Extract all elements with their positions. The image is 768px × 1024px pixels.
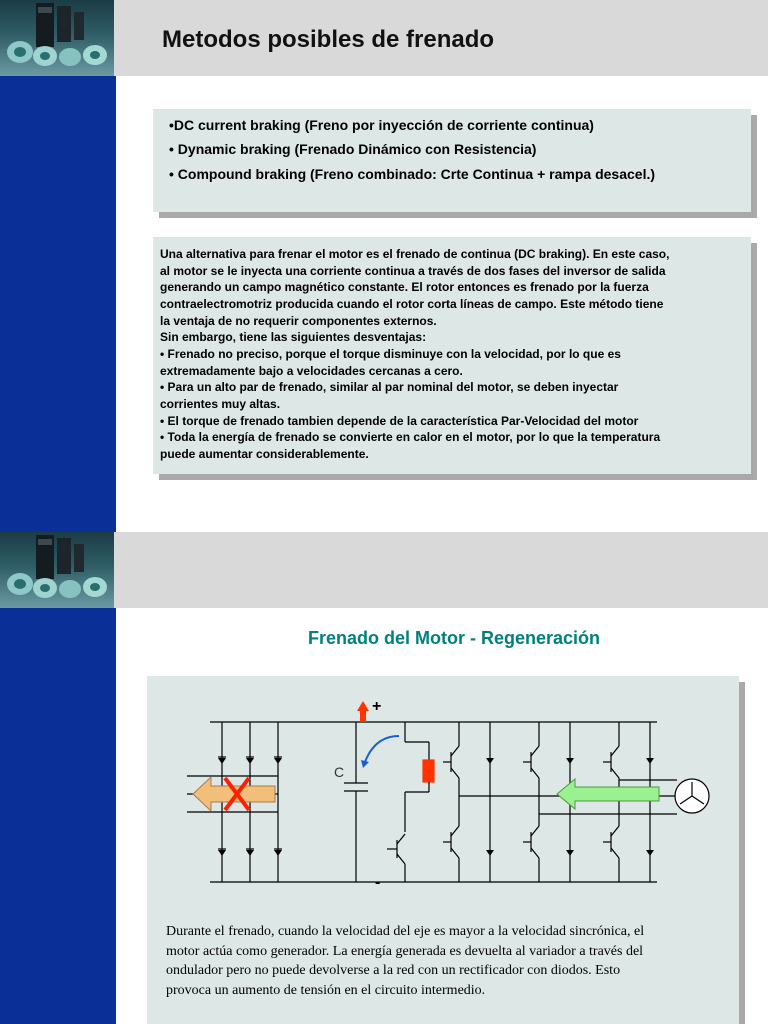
drive-products-logo-image [0, 532, 114, 608]
paragraph-line: puede aumentar considerablemente. [160, 447, 369, 461]
dc-link-capacitor [344, 722, 368, 882]
current-flow-arrow [365, 736, 399, 762]
inverter-circuit-diagram [147, 676, 739, 916]
paragraph-line: • Para un alto par de frenado, similar al par nominal del motor, se deben inyectar [160, 380, 619, 394]
dc-braking-explanation [153, 237, 751, 474]
bullet-dc-braking: •DC current braking (Freno por inyección de corriente continua) [169, 117, 594, 133]
paragraph-line: al motor se le inyecta una corriente continua a través de dos fases del inversor de salida [160, 264, 666, 278]
braking-methods-list [153, 109, 751, 212]
description-line: motor actúa como generador. La energía generada es devuelta al variador a través del [166, 943, 644, 959]
description-line: Durante el frenado, cuando la velocidad del eje es mayor a la velocidad sincrónica, el [166, 924, 645, 939]
minus-label: - [375, 874, 381, 891]
drive-products-logo-image [0, 0, 114, 76]
drive-products-graphic [0, 0, 114, 76]
paragraph-line: contraelectromotriz producida cuando el rotor corta líneas de campo. Este método tiene [160, 297, 664, 311]
brake-chopper [387, 722, 434, 882]
drive-products-graphic [0, 532, 114, 608]
paragraph-line: • Toda la energía de frenado se convierte en calor en el motor, por lo que la temperatura [160, 430, 661, 444]
slide-header [0, 0, 768, 76]
brake-resistor [423, 760, 434, 782]
capacitor-label: C [334, 764, 345, 780]
paragraph-line: corrientes muy altas. [160, 397, 281, 411]
regeneration-circuit-panel [147, 676, 739, 1024]
voltage-rise-arrow-icon [357, 701, 369, 722]
sidebar-band [0, 608, 116, 1024]
slide-regeneration [0, 532, 768, 1024]
bullet-compound-braking: • Compound braking (Freno combinado: Crte Continua + rampa desacel.) [169, 166, 656, 182]
paragraph-line: • Frenado no preciso, porque el torque disminuye con la velocidad, por lo que es [160, 347, 621, 361]
paragraph-line: Una alternativa para frenar el motor es el frenado de continua (DC braking). En este caso, [160, 247, 670, 261]
description-line: provoca un aumento de tensión en el circuito intermedio. [166, 982, 486, 998]
paragraph-line: • El torque de frenado tambien depende de la característica Par-Velocidad del motor [160, 414, 639, 428]
slide-header [0, 532, 768, 608]
paragraph-line: extremadamente bajo a velocidades cercanas a cero. [160, 364, 463, 378]
description-line: ondulador pero no puede devolverse a la red con un rectificador con diodos. Esto [166, 963, 621, 978]
paragraph-line: generando un campo magnético constante. El rotor entonces es frenado por la fuerza [160, 280, 649, 294]
sidebar-band [0, 76, 116, 532]
paragraph-line: la ventaja de no requerir componentes externos. [160, 314, 437, 328]
regeneration-description [166, 922, 736, 1000]
paragraph-line: Sin embargo, tiene las siguientes desventajas: [160, 330, 427, 344]
bullet-dynamic-braking: • Dynamic braking (Frenado Dinámico con Resistencia) [169, 141, 537, 157]
slide-title: Metodos posibles de frenado [162, 26, 495, 53]
inverter-bridge [443, 722, 677, 882]
slide-subtitle: Frenado del Motor - Regeneración [307, 628, 601, 648]
regenerated-energy-arrow [557, 779, 659, 809]
motor-symbol [675, 779, 709, 813]
plus-label: + [372, 698, 382, 715]
grid-return-arrow [193, 777, 275, 811]
